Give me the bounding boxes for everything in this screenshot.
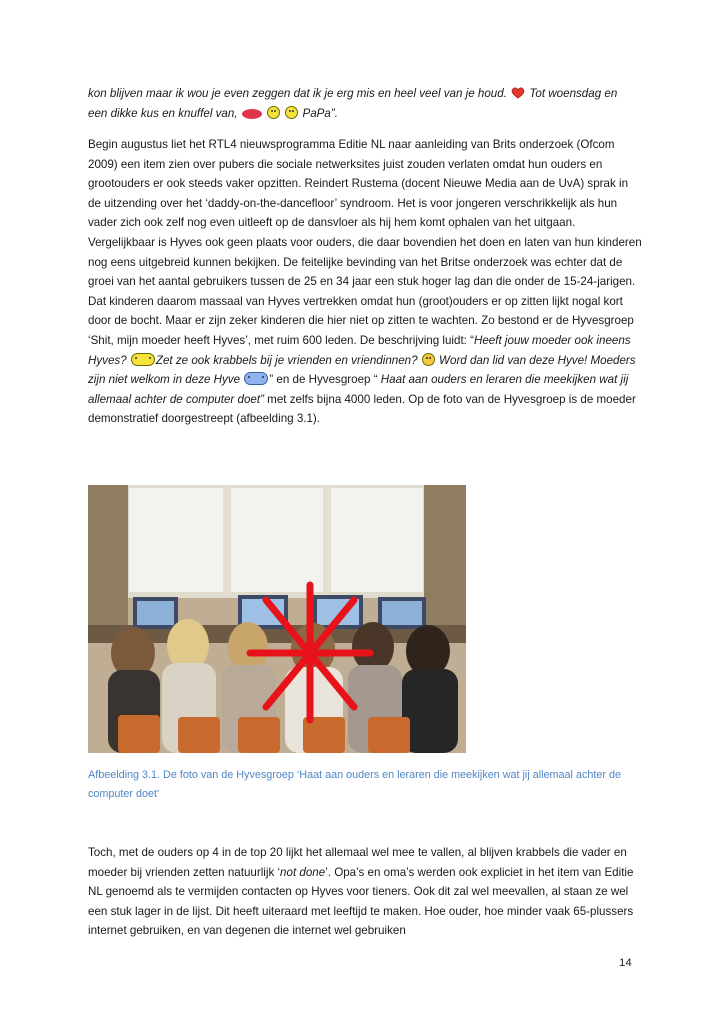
conclusion-text-b: ’. Opa’s en oma’s werden ook expliciet in het item van Editie NL genoemd als te vermijden contacten op Hyves voor tieners. Ook dit zal wel meevallen, al staan ze wel een stuk lager in de lijst. Dit heeft uiteraard met leeftijd te maken. Hoe ouder, hoe minder vaak 65-plussers internet gebruiken, en van degenen die internet wel gebruiken [88,865,634,938]
letter-signature: PaPa”. [302,106,338,120]
quote-text-1: Heeft jouw moeder ook ineens Hyves? [88,333,631,367]
conclusion-emphasis: not done [280,865,326,879]
waving-smiley-icon [131,353,155,366]
quote-text-2: Zet ze ook krabbels bij je vrienden en vriendinnen? [155,353,418,367]
body-text-c: met zelfs bijna 4000 leden. Op de foto van de Hyvesgroep is de moeder demonstratief doorgestreept (afbeelding 3.1). [88,392,636,426]
hyves-group-photo [88,485,466,753]
paragraph-body-hyves [88,135,644,429]
body-text-b: ” en de Hyvesgroep “ [269,373,378,387]
page-number: 14 [619,957,632,969]
conclusion-text-a: Toch, met de ouders op 4 in de top 20 lijkt het allemaal wel mee te vallen, al blijven krabbels die vader en moeder bij vrienden zetten natuurlijk ‘ [88,846,627,879]
quote-text-4: Haat aan ouders en leraren die meekijken wat jij allemaal achter de computer doet” [88,373,629,406]
figure-caption: Afbeelding 3.1. De foto van de Hyvesgroep ‘Haat aan ouders en leraren die meekijken wat jij allemaal achter de computer doet’ [88,769,621,800]
heart-icon [511,86,525,98]
sad-smiley-icon [422,353,435,366]
smiley-blush-icon [285,106,298,119]
kiss-lips-icon [242,109,262,119]
letter-line-2: een dikke kus en knuffel van, [88,106,238,120]
letter-line-1: kon blijven maar ik wou je even zeggen dat ik je erg mis en heel veel van je houd. [88,87,507,100]
letter-line-1b: Tot woensdag en [529,87,618,100]
paragraph-conclusion [88,843,644,941]
quote-text-3: Word dan lid van deze Hyve! Moeders zijn niet welkom in deze Hyve [88,353,636,387]
body-text-a: Begin augustus liet het RTL4 nieuwsprogramma Editie NL naar aanleiding van Brits onderzoek (Ofcom 2009) een item zien over pubers die sociale netwerksites juist zouden verlaten omdat hun ouders en grootouders er ook steeds vaker opzitten. Reindert Rustema (docent Nieuwe Media aan de UvA) sprak in de uitzending over het ‘daddy-on-the-dancefloor’ syndroom. Het is voor jongeren verschrikkelijk als hun vader zich ook zelf nog even uitleeft op de dansvloer als hij hem komt ophalen van het uitgaan. Vergelijkbaar is Hyves ook geen plaats voor ouders, die daar bovendien het doen en laten van hun kinderen nog eens uitgebreid kunnen bekijken. De feitelijke bevinding van het Britse onderzoek was echter dat de groei van het aantal gebruikers tussen de 25 en 34 jaar een stuk hoger lag dan die onder de 15-24-jarigen. Dat kinderen daarom massaal van Hyves vertrekken omdat hun (groot)ouders er op zitten lijkt nogal kort door de bocht. Maar er zijn zeker kinderen die hier niet op zitten te wachten. Zo bestond er de Hyvesgroep ‘Shit, mijn moeder heeft Hyves’, met ruim 600 leden. De beschrijving luidt: “ [88,138,642,347]
paragraph-letter-ending [88,84,644,123]
smiley-icon [267,106,280,119]
thumbs-up-smiley-icon [244,372,268,385]
